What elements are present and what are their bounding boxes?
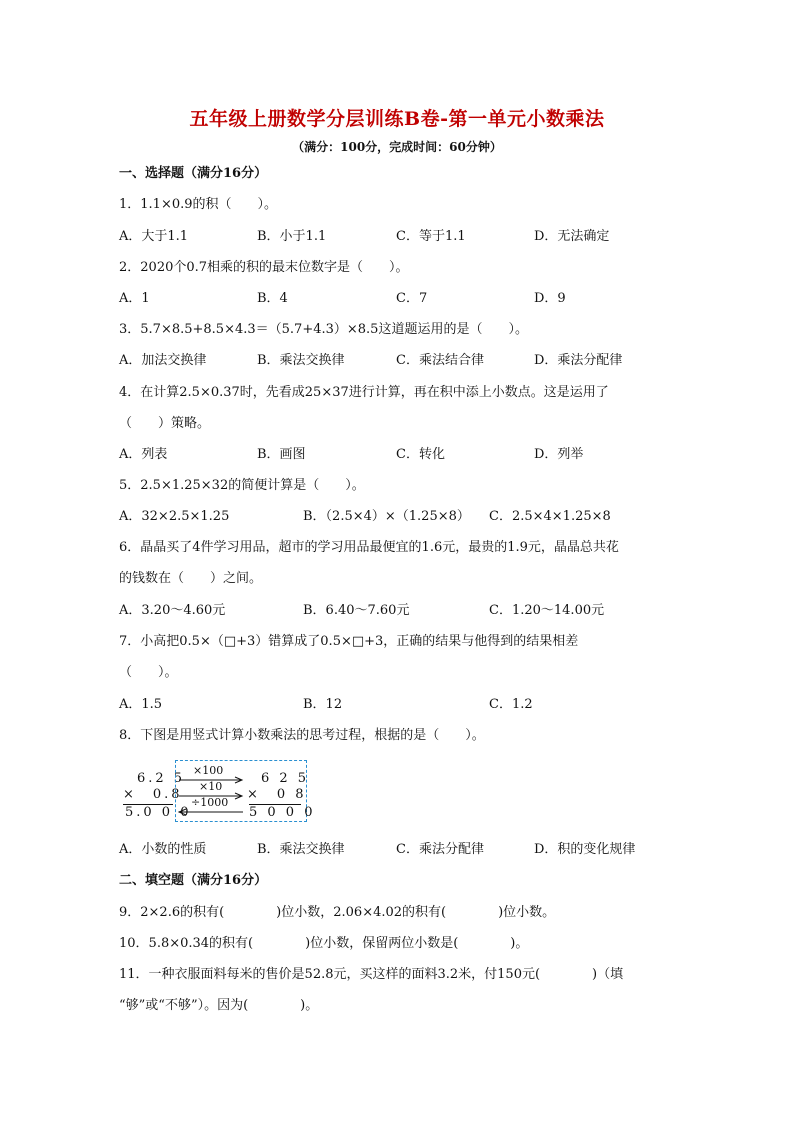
figure-arrow-label-3: ÷1000	[191, 796, 229, 809]
question-5: 5．2.5×1.25×32的简便计算是（ ）。	[119, 478, 365, 493]
question-6-line-2: 的钱数在（ ）之间。	[119, 571, 263, 586]
question-4-line-2: （ ）策略。	[119, 416, 211, 431]
question-1-option-a: A．大于1.1	[119, 229, 189, 244]
question-2-option-d: D．9	[534, 291, 566, 306]
question-1-option-c: C．等于1.1	[396, 229, 466, 244]
question-2-option-b: B．4	[257, 291, 288, 306]
figure-right-bot: 5 0 0 0	[249, 805, 316, 820]
question-4-option-a: A．列表	[119, 447, 168, 462]
question-3-option-a: A．加法交换律	[119, 353, 207, 368]
figure-left-top: 6.2 5	[137, 771, 186, 786]
question-11-line-2: “够”或“不够”）。因为( )。	[119, 998, 319, 1013]
question-3: 3．5.7×8.5+8.5×4.3＝（5.7+4.3）×8.5这道题运用的是（ ）。	[119, 322, 528, 337]
figure-right-mid: × 0 8	[247, 787, 307, 802]
figure-left-mid: × 0.8	[123, 787, 183, 802]
question-4-option-c: C．转化	[396, 447, 445, 462]
question-7-option-c: C．1.2	[489, 697, 533, 712]
page-subtitle: （满分：100分，完成时间：60分钟）	[292, 140, 502, 154]
figure-right-top: 6 2 5	[261, 771, 310, 786]
question-8-option-b: B．乘法交换律	[257, 842, 345, 857]
question-3-option-d: D．乘法分配律	[534, 353, 623, 368]
vertical-multiplication-figure	[119, 758, 319, 828]
question-10: 10．5.8×0.34的积有( )位小数，保留两位小数是( )。	[119, 936, 529, 951]
question-4-line-1: 4．在计算2.5×0.37时，先看成25×37进行计算，再在积中添上小数点。这是运用了	[119, 385, 609, 400]
question-11-line-1: 11．一种衣服面料每米的售价是52.8元，买这样的面料3.2米，付150元( )（填	[119, 967, 624, 982]
question-2-option-a: A．1	[119, 291, 150, 306]
question-5-option-c: C．2.5×4×1.25×8	[489, 509, 611, 524]
figure-arrow-label-1: ×100	[193, 764, 224, 777]
question-6-line-1: 6．晶晶买了4件学习用品，超市的学习用品最便宜的1.6元，最贵的1.9元，晶晶总共花	[119, 540, 619, 555]
question-7-line-1: 7．小高把0.5×（□+3）错算成了0.5×□+3，正确的结果与他得到的结果相差	[119, 634, 579, 649]
question-3-option-c: C．乘法结合律	[396, 353, 484, 368]
question-2: 2．2020个0.7相乘的积的最末位数字是（ ）。	[119, 260, 409, 275]
figure-arrow-3-icon	[177, 808, 247, 816]
question-8-option-c: C．乘法分配律	[396, 842, 484, 857]
figure-left-bot: 5.0 0 0	[125, 805, 192, 820]
question-1-option-d: D．无法确定	[534, 229, 610, 244]
section-title-choice: 一、选择题（满分16分）	[119, 166, 268, 181]
question-9: 9．2×2.6的积有( )位小数，2.06×4.02的积有( )位小数。	[119, 905, 556, 920]
question-8-option-a: A．小数的性质	[119, 842, 207, 857]
question-7-line-2: （ ）。	[119, 665, 178, 680]
question-4-option-d: D．列举	[534, 447, 584, 462]
section-title-fill: 二、填空题（满分16分）	[119, 873, 268, 888]
question-1-option-b: B．小于1.1	[257, 229, 327, 244]
question-6-option-c: C．1.20～14.00元	[489, 603, 605, 618]
question-6-option-a: A．3.20～4.60元	[119, 603, 226, 618]
question-5-option-b: B．（2.5×4）×（1.25×8）	[303, 509, 470, 524]
figure-arrow-label-2: ×10	[199, 780, 223, 793]
question-6-option-b: B．6.40～7.60元	[303, 603, 410, 618]
question-5-option-a: A．32×2.5×1.25	[119, 509, 230, 524]
page-title: 五年级上册数学分层训练B卷-第一单元小数乘法	[189, 108, 605, 130]
question-4-option-b: B．画图	[257, 447, 306, 462]
question-7-option-b: B．12	[303, 697, 343, 712]
question-8: 8．下图是用竖式计算小数乘法的思考过程，根据的是（ ）。	[119, 728, 485, 743]
question-8-option-d: D．积的变化规律	[534, 842, 636, 857]
question-7-option-a: A．1.5	[119, 697, 163, 712]
question-3-option-b: B．乘法交换律	[257, 353, 345, 368]
question-1: 1．1.1×0.9的积（ ）。	[119, 197, 278, 212]
question-2-option-c: C．7	[396, 291, 428, 306]
